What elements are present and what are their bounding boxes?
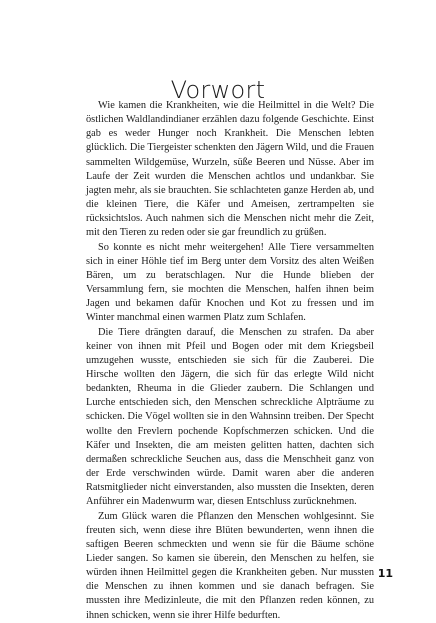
paragraph-2: So konnte es nicht mehr weitergehen! Alle Tiere versammelten sich in einer Höhle tief im Berg unter dem Vorsitz des alten Weißen Bären, um zu beratschlagen. Nur die Hunde blieben der Versammlung fern, sie mochten die Menschen, halfen ihnen beim Jagen und bekamen dafür Knochen und Kot zu fressen und im Winter manchmal einen warmen Platz zum Schlafen. (86, 241, 374, 324)
page-number: 11 (377, 567, 393, 580)
chapter-body (86, 99, 374, 623)
paragraph-3: Die Tiere drängten darauf, die Menschen zu strafen. Da aber keiner von ihnen mit Pfeil und Bogen oder mit dem Kriegsbeil umzugehen wusste, entschieden sie sich für die Zauberei. Die Hirsche wollten den Jägern, die sich für das erlegte Wild nicht bedankten, Rheuma in die Glieder zaubern. Die Schlangen und Lurche entschieden sich, den Menschen schreckliche Alpträume zu schicken. Die Vögel wollten sie in den Wahnsinn treiben. Der Specht wollte den Frevlern pochende Kopfschmerzen schicken. Und die Käfer und Insekten, die am meisten gelitten hatten, dachten sich dermaßen schreckliche Seuchen aus, dass die Menschheit ganz von der Erde verschwinden würde. Damit waren aber die anderen Ratsmitglieder nicht einverstanden, also mussten die Insekten, deren Anführer ein Madenwurm war, diesen Entschluss zurücknehmen. (86, 326, 374, 508)
chapter-title: Vorwort (170, 76, 266, 105)
paragraph-4: Zum Glück waren die Pflanzen den Menschen wohlgesinnt. Sie freuten sich, wenn diese ihre Blüten bewunderten, wenn ihnen die saftigen Beeren schmeckten und wenn sie für die Bäume schöne Lieder sangen. So kamen sie überein, den Menschen zu helfen, sie würden ihnen Heilmittel gegen die Krankheiten geben. Nur mussten die Menschen zu ihnen kommen und sie danach befragen. Sie mussten ihre Medizinleute, die mit den Pflanzen reden können, zu ihnen schicken, wenn sie ihrer Hilfe bedurften. (86, 510, 374, 621)
paragraph-1: Wie kamen die Krankheiten, wie die Heilmittel in die Welt? Die östlichen Waldlandindianer erzählen dazu folgende Geschichte. Einst gab es weder Hunger noch Krankheit. Die Menschen lebten glücklich. Die Tiergeister schenkten den Jägern Wild, und die Frauen sammelten Wildgemüse, Wurzeln, süße Beeren und Nüsse. Aber im Laufe der Zeit wurden die Menschen achtlos und undankbar. Sie jagten mehr, als sie brauchten. Sie schlachteten ganze Herden ab, und die kleinen Tiere, die Käfer und Ameisen, zertrampelten sie rücksichtslos. Auch nahmen sich die Menschen nicht mehr die Zeit, mit den Tieren zu reden oder sie gar freundlich zu grüßen. (86, 100, 374, 239)
